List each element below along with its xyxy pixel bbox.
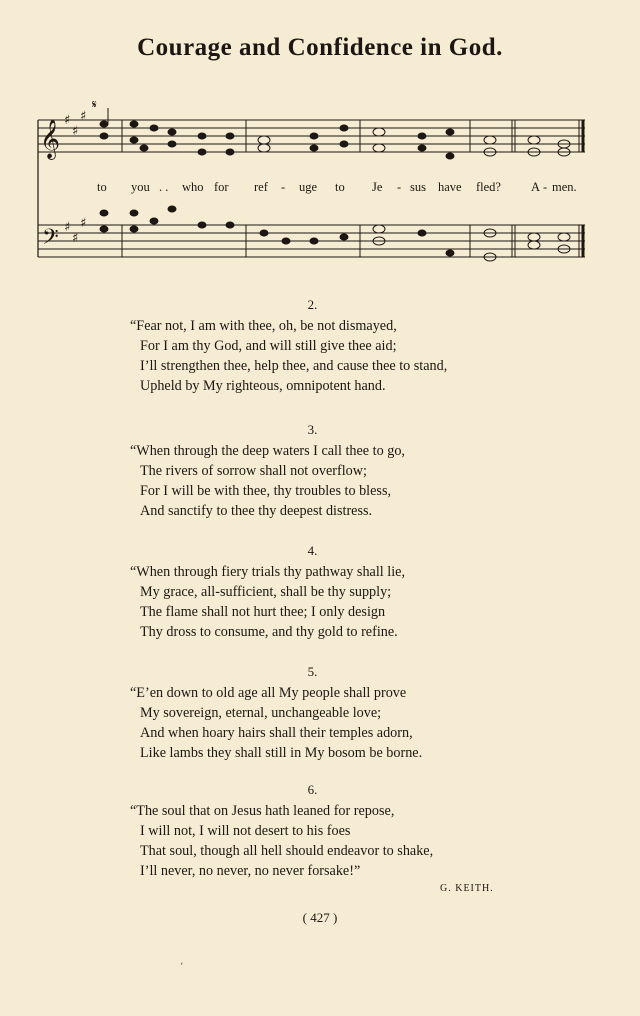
treble-clef: 𝄞 (40, 119, 61, 159)
verse-line: Thy dross to consume, and thy gold to refine. (140, 624, 398, 640)
verse-2 (130, 297, 550, 396)
verse-line: “Fear not, I am with thee, oh, be not dismayed, (130, 318, 397, 334)
verse-line: Like lambs they shall still in My bosom be borne. (140, 745, 423, 761)
verse-line: For I am thy God, and will still give thee aid; (140, 338, 397, 354)
lyric-syllable: - (281, 180, 286, 194)
lyric-syllable: for (214, 180, 229, 194)
lyric-syllable: A (531, 180, 541, 194)
lyric-syllable: - (543, 180, 548, 194)
lyric-syllable: . . (159, 180, 169, 194)
svg-text:𝄋: 𝄋 (92, 98, 97, 111)
verse-line: “When through fiery trials thy pathway shall lie, (130, 564, 406, 580)
svg-text:♯: ♯ (80, 216, 87, 231)
lyric-syllable: fled? (476, 180, 501, 194)
verse-number: 6. (307, 782, 318, 797)
verse-line: For I will be with thee, thy troubles to bless, (140, 483, 392, 499)
verse-line: Upheld by My righteous, omnipotent hand. (140, 378, 386, 394)
verse-3 (130, 422, 550, 521)
lyric-syllable: ref (254, 180, 268, 194)
verse-6 (130, 782, 550, 881)
verse-5 (130, 664, 550, 763)
lyric-syllable: Je (372, 180, 383, 194)
lyric-syllable: - (397, 180, 402, 194)
lyric-syllable: men. (552, 180, 577, 194)
verse-line: I’ll strengthen thee, help thee, and cause thee to stand, (140, 358, 448, 374)
verse-number: 3. (307, 422, 318, 437)
svg-text:♯: ♯ (72, 231, 79, 246)
verse-line: That soul, though all hell should endeavor to shake, (140, 843, 434, 859)
verse-4 (130, 543, 550, 642)
verse-line: “The soul that on Jesus hath leaned for repose, (130, 803, 395, 819)
verse-line: I will not, I will not desert to his foes (140, 823, 351, 839)
lyric-syllable: who (182, 180, 204, 194)
lyric-syllable: to (97, 180, 107, 194)
verse-line: My grace, all-sufficient, shall be thy supply; (140, 584, 392, 600)
svg-text:♯: ♯ (72, 124, 79, 139)
music-score (34, 88, 594, 268)
verse-line: And sanctify to thee thy deepest distress. (140, 503, 373, 519)
lyric-syllable: uge (299, 180, 318, 194)
verse-line: And when hoary hairs shall their temples adorn, (140, 725, 413, 741)
verse-number: 2. (307, 297, 318, 312)
svg-text:♯: ♯ (64, 220, 71, 235)
footer-mark: ’ (180, 962, 184, 973)
verse-line: My sovereign, eternal, unchangeable love; (140, 705, 382, 721)
lyric-syllable: you (131, 180, 150, 194)
verse-number: 4. (307, 543, 318, 558)
verse-line: “E’en down to old age all My people shall prove (130, 685, 407, 701)
hymn-title: Courage and Confidence in God. (137, 34, 503, 61)
bass-clef: 𝄢 (42, 225, 59, 255)
svg-text:♯: ♯ (80, 109, 87, 124)
verse-line: “When through the deep waters I call thee to go, (130, 443, 405, 459)
author-credit: G. KEITH. (440, 883, 494, 894)
page-number: ( 427 ) (302, 910, 338, 925)
verse-line: The flame shall not hurt thee; I only design (140, 604, 386, 620)
lyric-syllable: sus (410, 180, 426, 194)
verse-line: The rivers of sorrow shall not overflow; (140, 463, 367, 479)
lyric-syllable: have (438, 180, 462, 194)
verse-line: I’ll never, no never, no never forsake!” (140, 863, 361, 879)
verse-number: 5. (307, 664, 318, 679)
treble-notes (100, 108, 570, 159)
svg-text:♯: ♯ (64, 113, 71, 128)
lyric-syllable: to (335, 180, 345, 194)
